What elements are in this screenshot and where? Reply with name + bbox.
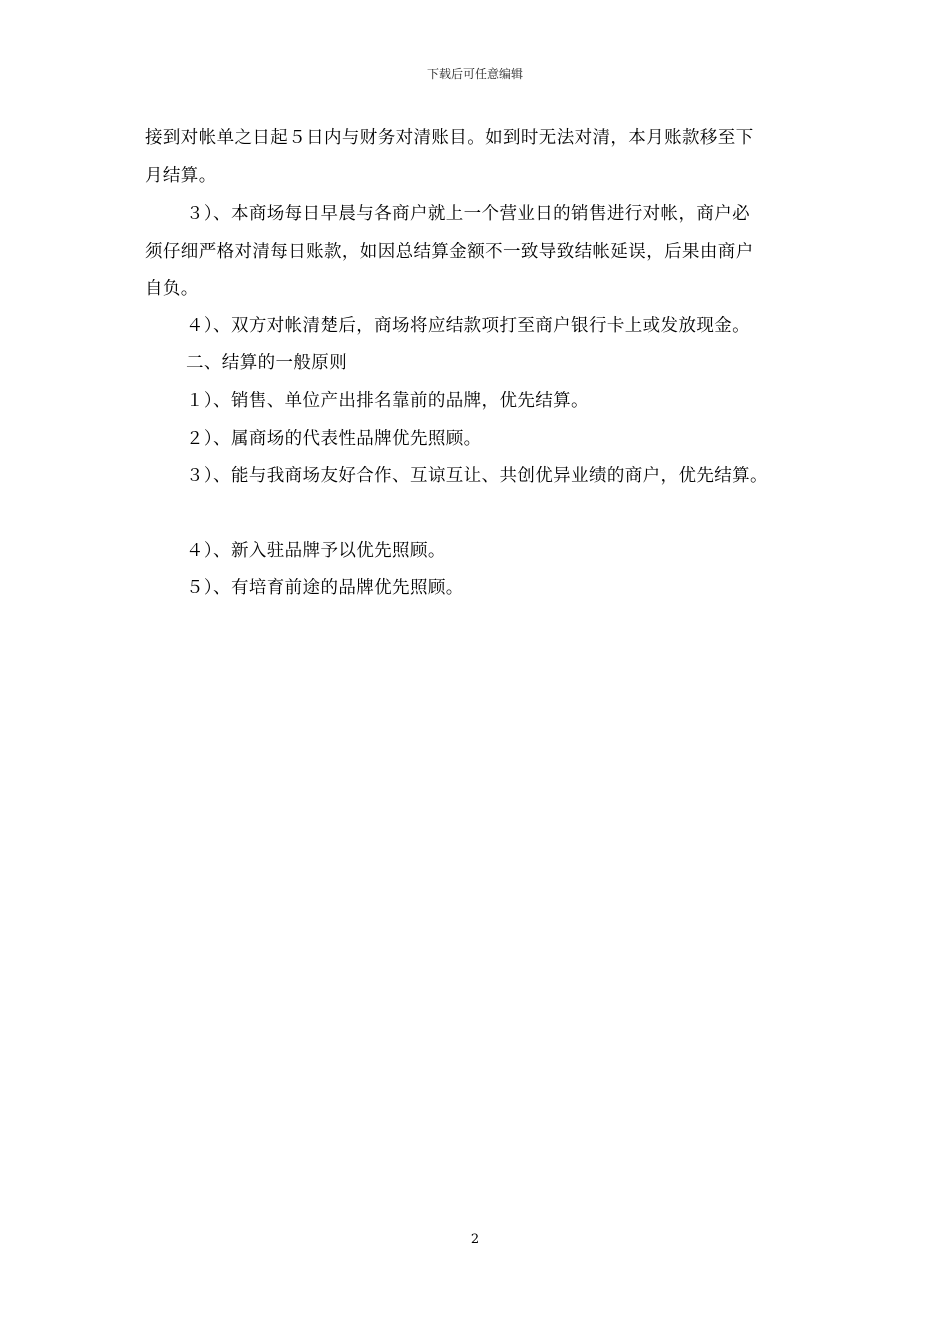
- paragraph-line: 月结算。: [145, 166, 217, 186]
- list-item: ２）、属商场的代表性品牌优先照顾。: [186, 429, 482, 449]
- list-item: ３）、能与我商场友好合作、互谅互让、共创优异业绩的商户，优先结算。: [186, 466, 768, 486]
- paragraph-line: 接到对帐单之日起５日内与财务对清账目。如到时无法对清，本月账款移至下: [145, 128, 754, 148]
- page-header: 下载后可任意编辑: [426, 67, 523, 81]
- paragraph-line: ３）、本商场每日早晨与各商户就上一个营业日的销售进行对帐，商户必: [186, 204, 751, 224]
- page-number: 2: [470, 1232, 480, 1247]
- section-heading: 二、结算的一般原则: [186, 353, 348, 373]
- list-item: １）、销售、单位产出排名靠前的品牌，优先结算。: [186, 391, 589, 411]
- paragraph-line: 须仔细严格对清每日账款，如因总结算金额不一致导致结帐延误，后果由商户: [145, 242, 754, 262]
- paragraph-line: ４）、双方对帐清楚后，商场将应结款项打至商户银行卡上或发放现金。: [186, 316, 751, 336]
- list-item: ５）、有培育前途的品牌优先照顾。: [186, 578, 464, 598]
- paragraph-line: 自负。: [145, 279, 199, 299]
- list-item: ４）、新入驻品牌予以优先照顾。: [186, 541, 446, 561]
